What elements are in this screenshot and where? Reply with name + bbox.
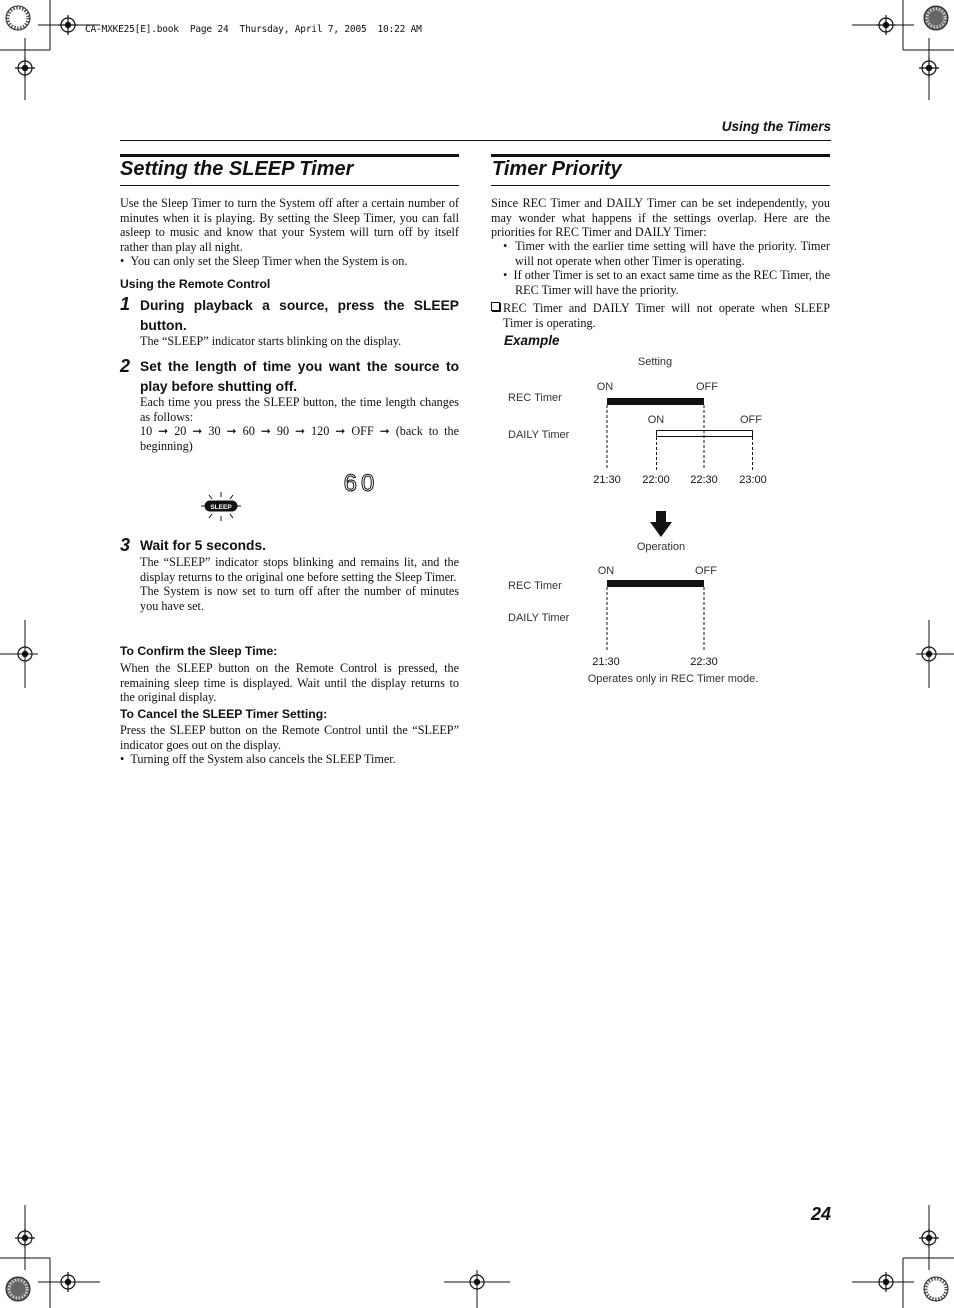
setting-time-4: 23:00 <box>739 474 767 486</box>
step2-sequence: 10 ➞ 20 ➞ 30 ➞ 60 ➞ 90 ➞ 120 ➞ OFF ➞ (back to the beginning) <box>140 424 459 453</box>
cancel-heading: To Cancel the SLEEP Timer Setting: <box>120 707 328 721</box>
setting-label: Setting <box>637 356 673 368</box>
section-title: Using the Timers <box>721 119 831 134</box>
step3-body1: The “SLEEP” indicator stops blinking and remains lit, and the display returns to the original one before setting the Sleep Timer. <box>140 555 459 584</box>
op-time-2: 22:30 <box>690 656 718 668</box>
priority-bullets <box>503 239 830 297</box>
title-rule-top <box>120 154 459 157</box>
sleep-display-illustration <box>195 466 395 526</box>
step3-body <box>140 555 459 613</box>
priority-bullet-1: • Timer with the earlier time setting will have the priority. Timer will not operate when other Timer is operating. <box>503 239 830 268</box>
priority-rule-bottom <box>491 185 830 186</box>
setting-time-2: 22:00 <box>642 474 670 486</box>
sleep-indicator-label: SLEEP <box>210 504 232 511</box>
timer-priority-diagram <box>491 345 831 690</box>
step3-title: Wait for 5 seconds. <box>140 538 266 553</box>
sleep-title: Setting the SLEEP Timer <box>120 158 354 180</box>
remote-heading: Using the Remote Control <box>120 277 271 291</box>
rec-timer-bar <box>607 398 704 405</box>
priority-note: REC Timer and DAILY Timer will not operate when SLEEP Timer is operating. <box>503 301 830 330</box>
priority-rule-top <box>491 154 830 157</box>
rec-timer-label: REC Timer <box>508 392 562 404</box>
confirm-heading: To Confirm the Sleep Time: <box>120 644 278 658</box>
priority-intro: Since REC Timer and DAILY Timer can be set independently, you may wonder what happens if the settings overlap. Here are the priorities for REC Timer and DAILY Timer: <box>491 196 830 239</box>
rec-off-label: OFF <box>696 381 718 393</box>
rec-on-label: ON <box>596 381 614 393</box>
priority-title: Timer Priority <box>492 158 622 180</box>
display-value: 60 <box>343 470 379 497</box>
sleep-intro-text: Use the Sleep Timer to turn the System off after a certain number of minutes when it is playing. By setting the Sleep Timer, you can fall asleep to music and know that your System will turn off by itself rather than play all night. <box>120 196 459 254</box>
op-rec-timer-label: REC Timer <box>508 580 562 592</box>
op-daily-timer-label: DAILY Timer <box>508 612 570 624</box>
page-number: 24 <box>810 1204 831 1224</box>
sleep-bullet-text: You can only set the Sleep Timer when the System is on. <box>130 254 408 268</box>
cancel-body <box>120 723 459 767</box>
title-rule-bottom <box>120 185 459 186</box>
setting-time-1: 21:30 <box>593 474 621 486</box>
step1-body: The “SLEEP” indicator starts blinking on the display. <box>140 334 402 348</box>
header-rule <box>120 140 831 141</box>
down-arrow-icon <box>650 511 672 537</box>
sleep-intro <box>120 196 459 269</box>
step3-body2: The System is now set to turn off after the number of minutes you have set. <box>140 584 459 613</box>
step1-title: During playback a source, press the SLEEP button. <box>140 298 459 333</box>
step3-number: 3 <box>120 535 131 555</box>
setting-time-3: 22:30 <box>690 474 718 486</box>
book-info: CA-MXKE25[E].book Page 24 Thursday, April 7, 2005 10:22 AM <box>85 24 422 35</box>
priority-bullet-2-text: If other Timer is set to an exact same time as the REC Timer, the REC Timer will have the priority. <box>513 268 830 297</box>
daily-timer-label: DAILY Timer <box>508 429 570 441</box>
operation-footnote: Operates only in REC Timer mode. <box>587 673 759 685</box>
priority-bullet-2: • If other Timer is set to an exact same time as the REC Timer, the REC Timer will have the priority. <box>503 268 830 297</box>
op-rec-on-label: ON <box>597 565 615 577</box>
op-time-1: 21:30 <box>592 656 620 668</box>
step2-title: Set the length of time you want the source to play before shutting off. <box>140 359 459 394</box>
step2-body <box>140 395 459 453</box>
note-checkbox-icon <box>491 302 500 311</box>
priority-bullet-1-text: Timer with the earlier time setting will have the priority. Timer will not operate when other Timer is operating. <box>515 239 830 268</box>
op-rec-timer-bar <box>607 580 704 587</box>
op-rec-off-label: OFF <box>695 565 717 577</box>
confirm-body: When the SLEEP button on the Remote Control is pressed, the remaining sleep time is displayed. Wait until the display returns to the original display. <box>120 661 459 704</box>
step2-body-text: Each time you press the SLEEP button, the time length changes as follows: <box>140 395 459 424</box>
step1-number: 1 <box>120 294 131 314</box>
step2-number: 2 <box>120 356 131 376</box>
cancel-bullet: • Turning off the System also cancels the SLEEP Timer. <box>120 752 396 766</box>
example-label: Example <box>504 333 560 348</box>
operation-label: Operation <box>636 541 686 553</box>
cancel-bullet-text: Turning off the System also cancels the SLEEP Timer. <box>130 752 396 766</box>
cancel-body-text: Press the SLEEP button on the Remote Control until the “SLEEP” indicator goes out on the display. <box>120 723 459 752</box>
daily-on-label: ON <box>647 414 665 426</box>
daily-off-label: OFF <box>740 414 762 426</box>
sleep-bullet: • You can only set the Sleep Timer when the System is on. <box>120 254 408 268</box>
